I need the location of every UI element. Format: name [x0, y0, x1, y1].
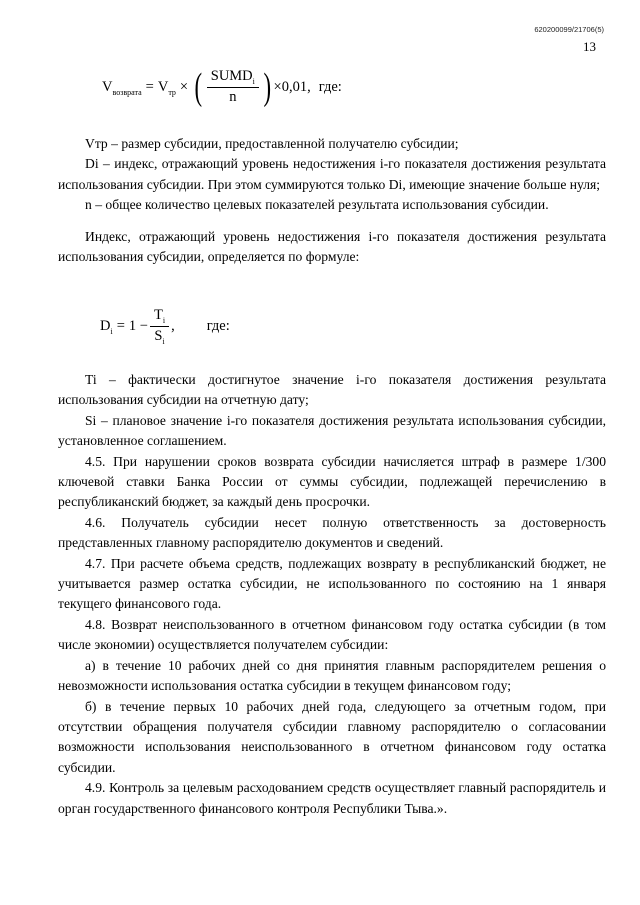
- formula-eq: =: [145, 78, 154, 95]
- paragraph: 4.6. Получатель субсидии несет полную ответственность за достоверность представленных главному распорядителю документов и сведений.: [58, 514, 606, 551]
- formula-lhs: $V_{возврата}$: [102, 78, 142, 97]
- fraction-numerator: $SUMD_i$: [207, 69, 259, 88]
- formula-v: $V_{тр}$: [157, 78, 176, 97]
- formula-where: где:: [206, 317, 230, 334]
- paragraph: 4.7. При расчете объема средств, подлежащих возврату в республиканский бюджет, не учитывается размер остатка субсидии, не использованного по состоянию на 1 января текущего финансового года.: [58, 555, 606, 612]
- index-formula: [100, 308, 230, 345]
- formula-tail: ×0,01,: [273, 78, 311, 95]
- formula-fraction: [207, 69, 259, 106]
- formula-eq: =: [116, 317, 125, 334]
- page-number: 13: [583, 39, 596, 54]
- paragraph: Ti – фактически достигнутое значение i-го показателя достижения результата использования субсидии на отчетную дату;: [58, 372, 606, 408]
- fraction-denominator: n: [229, 88, 237, 105]
- text-section-1: [58, 134, 606, 267]
- fraction-denominator: $S_i$: [154, 327, 165, 346]
- document-id: 620200099/21706(5): [534, 25, 604, 34]
- paragraph: 4.8. Возврат неиспользованного в отчетном финансовом году остатка субсидии (в том числе экономии) осуществляется получателем субсидии:: [58, 616, 606, 653]
- paragraph: Индекс, отражающий уровень недостижения i-го показателя достижения результата использования субсидии, определяется по формуле:: [58, 228, 606, 265]
- fraction-numerator: $T_i$: [150, 308, 169, 327]
- right-paren: ): [263, 66, 272, 108]
- paragraph: 4.9. Контроль за целевым расходованием средств осуществляет главный распорядитель и орган государственного финансового контроля Республики Тыва.».: [58, 780, 606, 816]
- paragraph: Vтр – размер субсидии, предоставленной получателю субсидии;: [85, 136, 459, 151]
- formula-where: где:: [318, 78, 342, 95]
- paragraph: б) в течение первых 10 рабочих дней года, следующего за отчетным годом, при отсутствии обращения получателя субсидии главному распорядителю о согласовании возможности использования неиспользованного в отчетном финансовом году остатка субсидии.: [58, 698, 606, 775]
- paragraph: 4.5. При нарушении сроков возврата субсидии начисляется штраф в размере 1/300 ключевой ставки Банка России от суммы субсидии, подлежащей перечислению в республиканский бюджет, за каждый день просрочки.: [58, 453, 606, 510]
- text-section-2: [58, 370, 606, 819]
- formula-times: ×: [179, 78, 189, 95]
- formula-comma: ,: [171, 317, 175, 334]
- paragraph: а) в течение 10 рабочих дней со дня принятия главным распорядителем решения о невозможности использования остатка субсидии в текущем финансовом году;: [58, 657, 606, 694]
- paragraph: n – общее количество целевых показателей результата использования субсидии.: [85, 197, 549, 213]
- formula-lhs: $D_i$: [100, 317, 113, 336]
- paragraph: Si – плановое значение i-го показателя достижения результата использования субсидии, установленное соглашением.: [58, 412, 606, 449]
- paragraph: Di – индекс, отражающий уровень недостижения i-го показателя достижения результата использования субсидии. При этом суммируются только Di, имеющие значение больше нуля;: [58, 156, 606, 192]
- refund-formula: [102, 68, 342, 106]
- formula-one-minus: 1 −: [128, 317, 148, 334]
- left-paren: (: [194, 66, 203, 108]
- formula-fraction: [150, 308, 169, 345]
